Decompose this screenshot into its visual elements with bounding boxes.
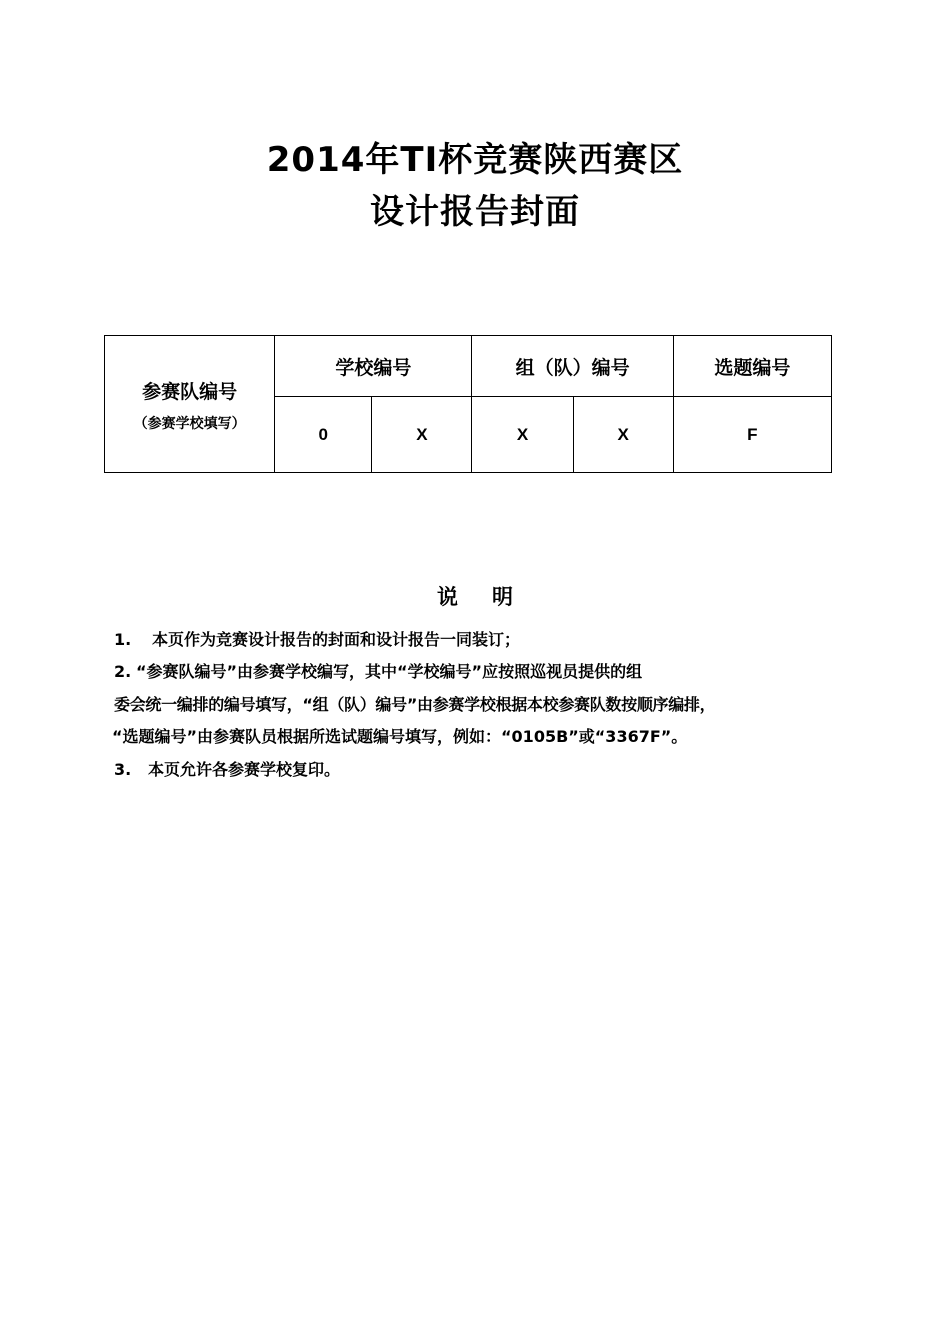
note-text: “参赛队编号”由参赛学校编写，其中“学校编号”应按照巡视员提供的组 (136, 662, 643, 681)
group-code-header: 组（队）编号 (472, 336, 673, 397)
report-title-line2: 设计报告封面 (370, 192, 580, 232)
note-text: 本页作为竞赛设计报告的封面和设计报告一同装订； (152, 630, 521, 649)
school-code-digit-1: 0 (275, 397, 372, 473)
group-code-digit-1: X (472, 397, 573, 473)
note-number: 1. (114, 630, 132, 649)
team-number-table (104, 335, 832, 473)
note-number: 2. (114, 662, 132, 681)
note-item-2 (114, 660, 642, 684)
team-number-label-cell (105, 336, 275, 473)
note-text: 委会统一编排的编号填写，“组（队）编号”由参赛学校根据本校参赛队数按顺序编排， (114, 695, 716, 714)
note-text: 本页允许各参赛学校复印。 (148, 760, 341, 779)
table-header-row (105, 336, 832, 397)
note-number: 3. (114, 760, 132, 779)
school-code-digit-2: X (372, 397, 472, 473)
topic-code-header: 选题编号 (673, 336, 831, 397)
notes-heading: 说明 (437, 585, 547, 609)
note-text: “选题编号”由参赛队员根据所选试题编号填写，例如：“0105B”或“3367F”。 (112, 727, 688, 746)
school-code-header: 学校编号 (275, 336, 472, 397)
topic-code-value: F (673, 397, 831, 473)
team-number-note: （参赛学校填写） (133, 416, 246, 432)
note-item-2-continued (112, 725, 687, 749)
team-number-label: 参赛队编号 (142, 381, 238, 403)
note-item-3 (114, 758, 340, 782)
group-code-digit-2: X (573, 397, 673, 473)
report-title-line1: 2014年TI杯竞赛陕西赛区 (266, 140, 684, 180)
note-item-2-continued (114, 693, 715, 717)
note-item-1 (114, 628, 520, 652)
